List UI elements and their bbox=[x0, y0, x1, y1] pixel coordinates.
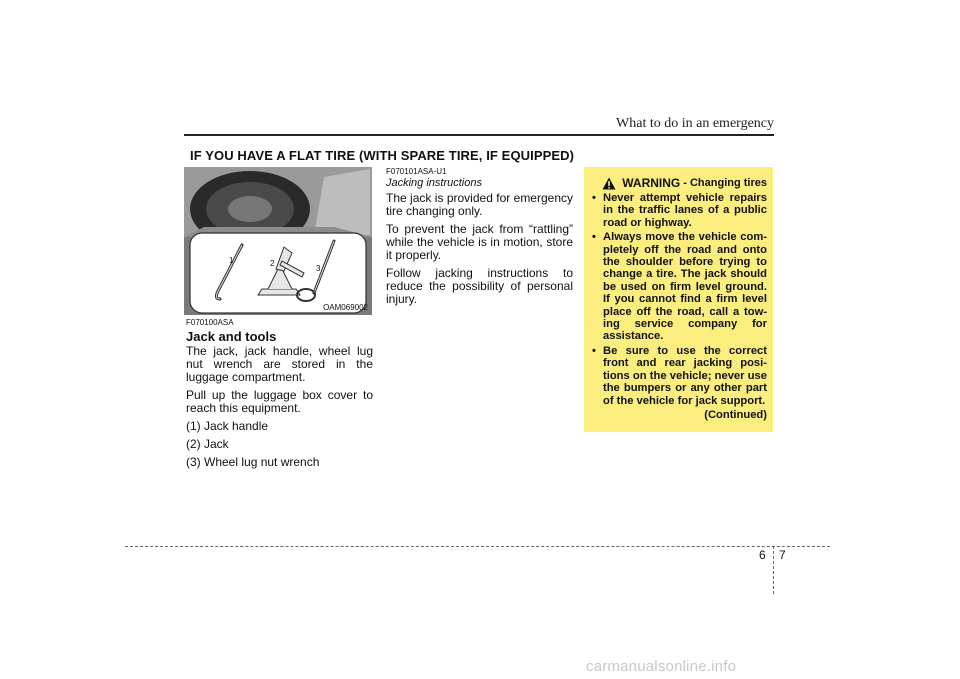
section-title: IF YOU HAVE A FLAT TIRE (WITH SPARE TIRE, IF EQUIPPED) bbox=[190, 148, 575, 163]
warning-bullet bbox=[592, 345, 767, 407]
jack-tools-illustration bbox=[184, 167, 372, 315]
page-chapter-number: 6 bbox=[759, 548, 766, 562]
warning-title: WARNING bbox=[622, 176, 681, 191]
figure-code: OAM069002 bbox=[323, 303, 368, 312]
list-item: (1) Jack handle bbox=[186, 419, 269, 433]
warning-bullet-text: Be sure to use the correct front and rear jacking posi-tions on the vehicle; never use the bumpers or any other part of the vehicle for jack support. bbox=[603, 344, 767, 407]
jack-tools-figure bbox=[184, 167, 372, 315]
jacking-instructions-section bbox=[386, 167, 573, 311]
paragraph: To prevent the jack from “rattling” while the vehicle is in motion, store it properly. bbox=[386, 222, 573, 262]
warning-subtitle: - Changing tires bbox=[683, 177, 767, 190]
callout-1: 1 bbox=[229, 256, 234, 265]
bullet-glyph: • bbox=[592, 192, 596, 204]
section-code: F070100ASA bbox=[186, 318, 234, 327]
page-number: 7 bbox=[779, 548, 786, 562]
bullet-glyph: • bbox=[592, 231, 596, 244]
list-item: (2) Jack bbox=[186, 437, 229, 451]
warning-bullet bbox=[592, 231, 767, 343]
watermark: carmanualsonline.info bbox=[586, 658, 737, 675]
callout-2: 2 bbox=[270, 259, 275, 268]
callout-3: 3 bbox=[316, 264, 321, 273]
chapter-title: What to do in an emergency bbox=[616, 116, 774, 131]
jack-and-tools-section bbox=[186, 318, 373, 474]
header-rule bbox=[184, 134, 774, 136]
warning-box bbox=[584, 167, 773, 432]
paragraph: Follow jacking instructions to reduce the possibility of personal injury. bbox=[386, 266, 573, 306]
warning-bullet bbox=[592, 192, 767, 229]
subsection-heading: Jack and tools bbox=[186, 329, 277, 344]
bullet-glyph: • bbox=[592, 344, 596, 357]
paragraph: Pull up the luggage box cover to reach this equipment. bbox=[186, 388, 373, 415]
paragraph: The jack is provided for emergency tire changing only. bbox=[386, 191, 573, 218]
footer-rule bbox=[125, 546, 830, 547]
section-code: F070101ASA-U1 bbox=[386, 167, 447, 176]
warning-bullet-text: Always move the vehicle com-pletely off the road and onto the shoulder before trying to change a tire. The jack should be used on firm level ground. If you cannot find a firm level place off the road, call a tow-ing service company for assistance. bbox=[603, 231, 767, 343]
subsection-heading: Jacking instructions bbox=[386, 177, 482, 189]
paragraph: The jack, jack handle, wheel lug nut wrench are stored in the luggage compartment. bbox=[186, 344, 373, 384]
warning-header bbox=[592, 177, 767, 190]
page-number-separator bbox=[773, 546, 774, 594]
list-item: (3) Wheel lug nut wrench bbox=[186, 455, 320, 469]
continued-label: (Continued) bbox=[704, 408, 767, 421]
warning-triangle-icon bbox=[602, 177, 616, 190]
warning-bullet-text: Never attempt vehicle repairs in the traffic lanes of a public road or highway. bbox=[603, 192, 767, 229]
